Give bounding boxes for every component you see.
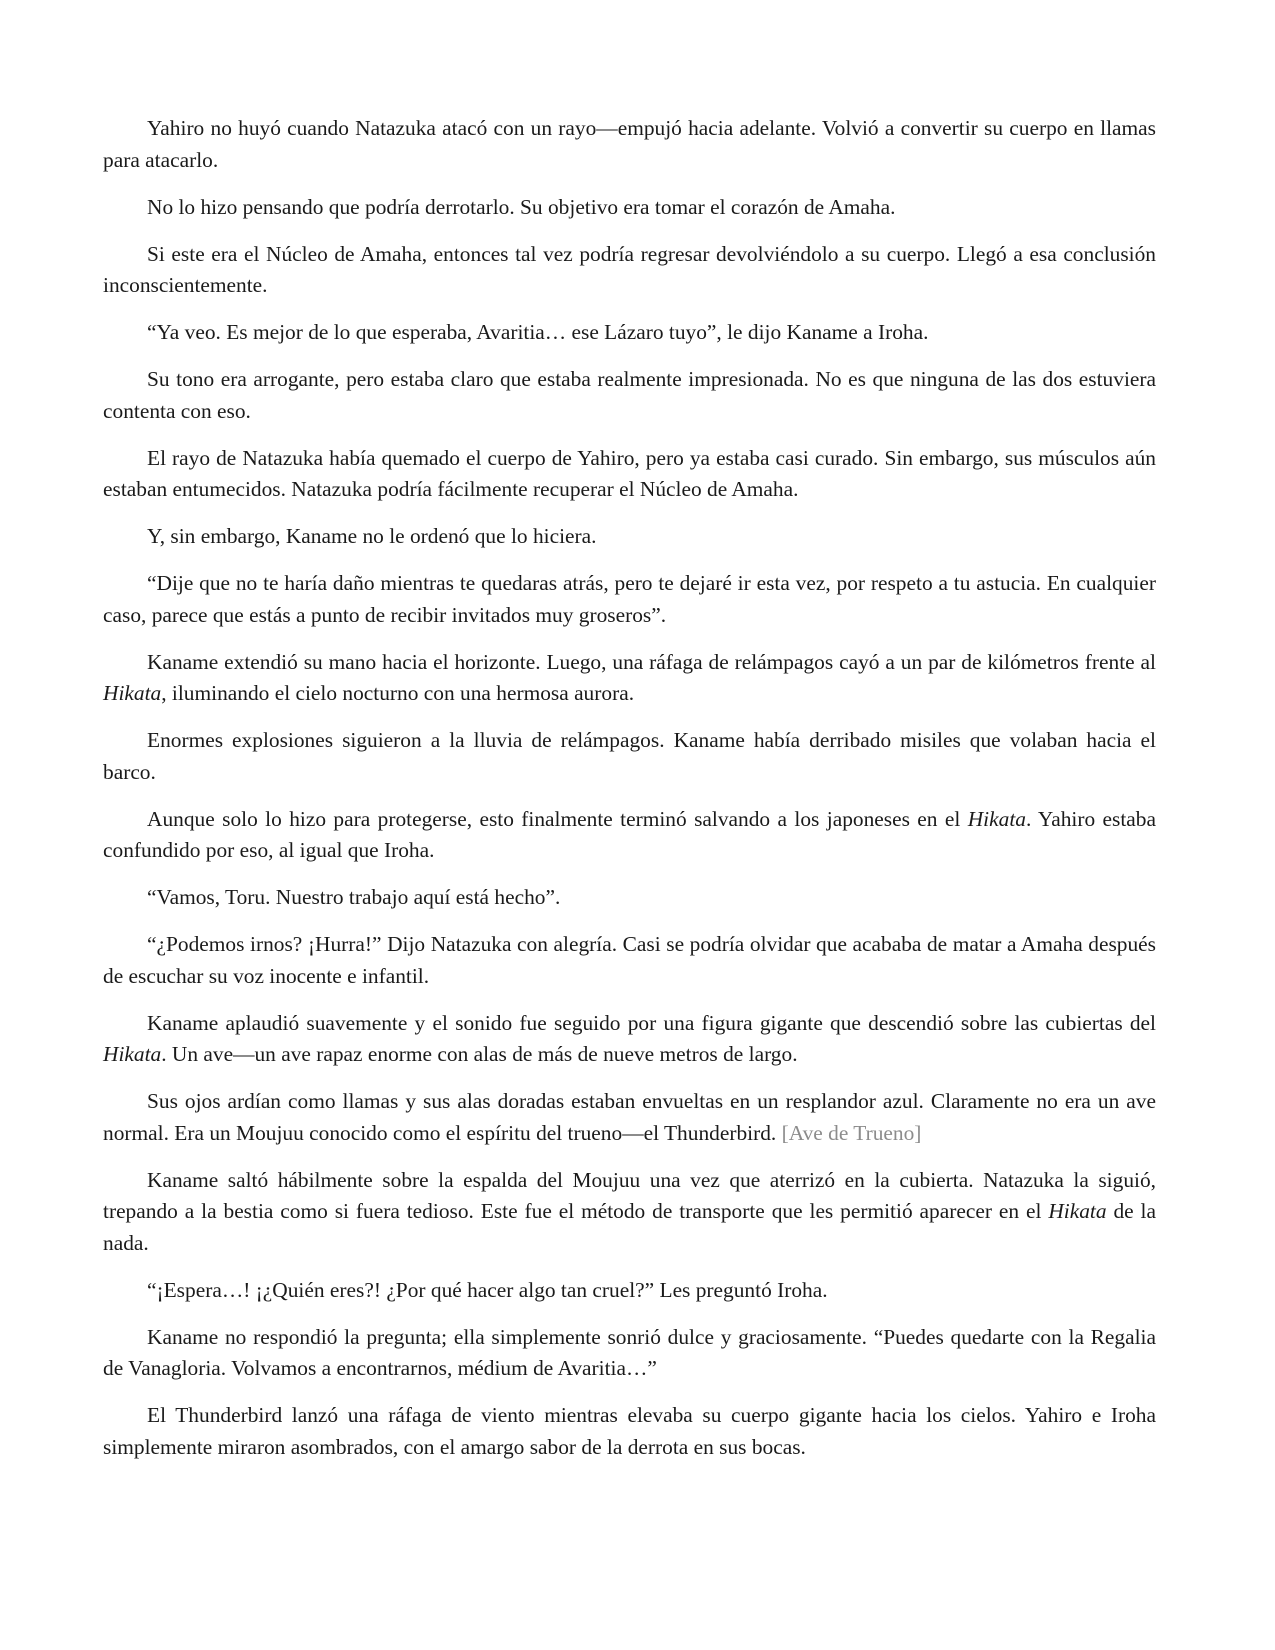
paragraph	[103, 568, 1156, 631]
paragraph	[103, 192, 1156, 224]
paragraph-text: “Dije que no te haría daño mientras te quedaras atrás, pero te dejaré ir esta vez, por respeto a tu astucia. En cualquier caso, parece que estás a punto de recibir invitados muy groseros”.	[103, 571, 1156, 627]
paragraph-text: “¡Espera…! ¡¿Quién eres?! ¿Por qué hacer algo tan cruel?” Les preguntó Iroha.	[147, 1277, 828, 1302]
paragraph-text: . Yahiro estaba confundido por eso, al igual que Iroha.	[103, 806, 1156, 862]
paragraph	[103, 1165, 1156, 1260]
paragraph	[103, 929, 1156, 992]
paragraph	[103, 725, 1156, 788]
paragraph-text: El Thunderbird lanzó una ráfaga de viento mientras elevaba su cuerpo gigante hacia los cielos. Yahiro e Iroha simplemente miraron asombrados, con el amargo sabor de la derrota en sus bocas.	[103, 1403, 1156, 1459]
paragraph	[103, 1322, 1156, 1385]
paragraph	[103, 317, 1156, 349]
paragraph	[103, 521, 1156, 553]
paragraph	[103, 1086, 1156, 1149]
paragraph-text: , iluminando el cielo nocturno con una hermosa aurora.	[161, 681, 635, 705]
italic-ship-name: Hikata	[103, 1042, 162, 1066]
paragraph-text: Kaname extendió su mano hacia el horizonte. Luego, una ráfaga de relámpagos cayó a un par de kilómetros frente al	[147, 649, 1156, 674]
paragraph	[103, 113, 1156, 176]
paragraph-text: “Ya veo. Es mejor de lo que esperaba, Avaritia… ese Lázaro tuyo”, le dijo Kaname a Iroha.	[147, 320, 929, 344]
paragraph-text: Sus ojos ardían como llamas y sus alas doradas estaban envueltas en un resplandor azul. Claramente no era un ave normal. Era un Moujuu conocido como el espíritu del trueno—el Thunderbird.	[103, 1089, 1156, 1145]
italic-ship-name: Hikata	[1048, 1199, 1107, 1223]
paragraph-text: No lo hizo pensando que podría derrotarlo. Su objetivo era tomar el corazón de Amaha.	[147, 194, 896, 219]
paragraph	[103, 1275, 1156, 1307]
paragraph-text: Su tono era arrogante, pero estaba claro que estaba realmente impresionada. No es que ninguna de las dos estuviera contenta con eso.	[103, 367, 1156, 423]
paragraph	[103, 882, 1156, 914]
paragraph-text: . Un ave—un ave rapaz enorme con alas de más de nueve metros de largo.	[161, 1042, 798, 1066]
paragraph	[103, 647, 1156, 710]
italic-ship-name: Hikata	[103, 681, 162, 705]
paragraph	[103, 804, 1156, 867]
paragraph	[103, 239, 1156, 302]
paragraph	[103, 443, 1156, 506]
paragraph	[103, 1400, 1156, 1463]
paragraph-text: Y, sin embargo, Kaname no le ordenó que lo hiciera.	[147, 524, 597, 548]
paragraph-text: Kaname saltó hábilmente sobre la espalda del Moujuu una vez que aterrizó en la cubierta. Natazuka la siguió, trepando a la bestia como si fuera tedioso. Este fue el método de transporte que les permitió aparecer en el	[103, 1167, 1156, 1223]
paragraph-text: “Vamos, Toru. Nuestro trabajo aquí está hecho”.	[147, 885, 561, 909]
paragraph-text: Yahiro no huyó cuando Natazuka atacó con un rayo—empujó hacia adelante. Volvió a convertir su cuerpo en llamas para atacarlo.	[103, 116, 1156, 172]
paragraph	[103, 1008, 1156, 1071]
paragraph	[103, 364, 1156, 427]
translator-note: [Ave de Trueno]	[781, 1120, 922, 1145]
paragraph-text: Kaname aplaudió suavemente y el sonido fue seguido por una figura gigante que descendió sobre las cubiertas del	[147, 1010, 1156, 1035]
document-page	[103, 113, 1156, 1479]
paragraph-text: Enormes explosiones siguieron a la lluvia de relámpagos. Kaname había derribado misiles que volaban hacia el barco.	[103, 728, 1156, 784]
paragraph-text: El rayo de Natazuka había quemado el cuerpo de Yahiro, pero ya estaba casi curado. Sin embargo, sus músculos aún estaban entumecidos. Natazuka podría fácilmente recuperar el Núcleo de Amaha.	[103, 445, 1156, 501]
italic-ship-name: Hikata	[967, 806, 1026, 831]
paragraph-text: de la nada.	[103, 1199, 1156, 1255]
paragraph-text: “¿Podemos irnos? ¡Hurra!” Dijo Natazuka con alegría. Casi se podría olvidar que acababa de matar a Amaha después de escuchar su voz inocente e infantil.	[103, 932, 1156, 988]
paragraph-text: Aunque solo lo hizo para protegerse, esto finalmente terminó salvando a los japoneses en el	[147, 806, 968, 831]
paragraph-text: Si este era el Núcleo de Amaha, entonces tal vez podría regresar devolviéndolo a su cuerpo. Llegó a esa conclusión inconscientemente.	[103, 241, 1156, 297]
paragraph-text: Kaname no respondió la pregunta; ella simplemente sonrió dulce y graciosamente. “Puedes quedarte con la Regalia de Vanagloria. Volvamos a encontrarnos, médium de Avaritia…”	[103, 1324, 1156, 1380]
